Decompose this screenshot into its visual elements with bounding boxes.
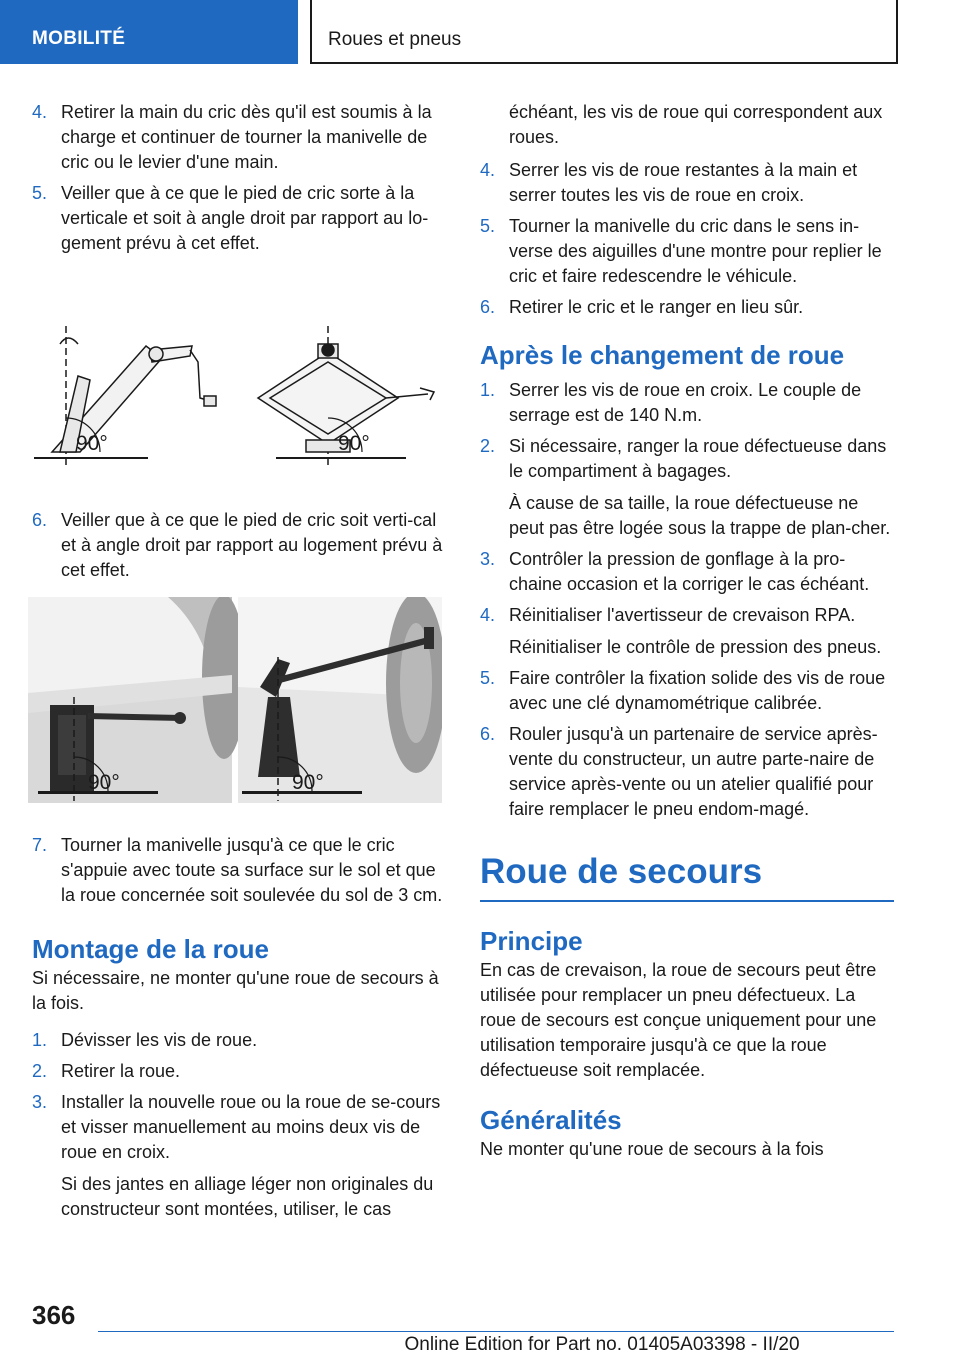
section-heading-montage: Montage de la roue	[32, 934, 269, 964]
chapter-heading-secours: Roue de secours	[480, 852, 763, 891]
list-item	[480, 603, 894, 660]
step-text: Serrer les vis de roue en croix. Le couple de serrage est de 140 N.m.	[509, 380, 862, 425]
step-note: À cause de sa taille, la roue défectueuse ne peut pas être logée sous la trappe de plan-cher.	[509, 493, 891, 538]
angle-label: 90°	[338, 432, 370, 455]
list-item	[32, 1028, 446, 1053]
list-item	[480, 214, 894, 289]
section-heading-apres: Après le changement de roue	[480, 340, 845, 370]
section-heading-generalites: Généralités	[480, 1105, 622, 1135]
angle-label: 90°	[88, 771, 120, 794]
list-item	[480, 722, 894, 822]
step-number: 2.	[480, 436, 496, 456]
step-text: Retirer la main du cric dès qu'il est soumis à la charge et continuer de tourner la manivelle de cric ou le levier d'une main.	[61, 102, 432, 172]
list-item	[480, 378, 894, 428]
continued-text: échéant, les vis de roue qui correspondent aux roues.	[509, 102, 883, 147]
step-number: 4.	[480, 605, 496, 625]
step-text: Dévisser les vis de roue.	[61, 1030, 258, 1050]
step-number: 6.	[480, 297, 496, 317]
step-number: 2.	[32, 1061, 48, 1081]
step-text: Contrôler la pression de gonflage à la pro-chaine occasion et la corriger le cas échéant.	[509, 549, 870, 594]
step-number: 5.	[480, 216, 496, 236]
step-text: Si nécessaire, ranger la roue défectueuse dans le compartiment à bagages.	[509, 436, 887, 481]
list-item	[480, 547, 894, 597]
section-tab	[0, 0, 298, 64]
list-item	[480, 295, 894, 320]
step-text: Tourner la manivelle jusqu'à ce que le cric s'appuie avec toute sa surface sur le sol et que la roue concernée soit soulevée du sol de 3 cm.	[61, 835, 443, 905]
list-item	[480, 666, 894, 716]
step-text: Rouler jusqu'à un partenaire de service après-vente du constructeur, un autre parte-naire de service après-vente ou un atelier qualifié pour faire remplacer le pneu endom-magé.	[509, 724, 878, 819]
jack-diagram-svg	[30, 322, 444, 472]
montage-intro: Si nécessaire, ne monter qu'une roue de secours à la fois.	[32, 968, 439, 1013]
step-text: Installer la nouvelle roue ou la roue de se-cours et visser manuellement au moins deux vis de roue en croix.	[61, 1092, 441, 1162]
step-note: Si des jantes en alliage léger non originales du constructeur sont montées, utiliser, le cas	[61, 1174, 434, 1219]
section-title: MOBILITÉ	[32, 28, 126, 49]
list-item	[480, 158, 894, 208]
step-number: 5.	[480, 668, 496, 688]
step-number: 3.	[32, 1092, 48, 1112]
chapter-title: Roues et pneus	[328, 29, 462, 50]
step-number: 6.	[480, 724, 496, 744]
edition-note: Online Edition for Part no. 01405A03398 - II/20	[404, 1334, 800, 1355]
step-number: 5.	[32, 183, 48, 203]
step-text: Faire contrôler la fixation solide des vis de roue avec une clé dynamométrique calibrée.	[509, 668, 886, 713]
section-heading-principe: Principe	[480, 926, 583, 956]
page-number: 366	[32, 1300, 76, 1330]
list-item	[480, 100, 894, 150]
step-note: Réinitialiser le contrôle de pression des pneus.	[509, 637, 882, 657]
jack-photo-svg	[28, 597, 442, 803]
step-number: 4.	[32, 102, 48, 122]
step-text: Serrer les vis de roue restantes à la main et serrer toutes les vis de roue en croix.	[509, 160, 858, 205]
heading-rule	[480, 900, 894, 902]
angle-label: 90°	[292, 771, 324, 794]
jack-under-car-illustration	[28, 597, 442, 833]
step-text: Réinitialiser l'avertisseur de crevaison RPA.	[509, 605, 856, 625]
principe-text: En cas de crevaison, la roue de secours peut être utilisée pour remplacer un pneu défectueux. La roue de secours est conçue uniquement pour une utilisation temporaire jusqu'à ce que la roue défectueuse soit remplacée.	[480, 960, 877, 1080]
step-text: Tourner la manivelle du cric dans le sens in-verse des aiguilles d'une montre pour replier le cric et faire redescendre le véhicule.	[509, 216, 882, 286]
step-text: Veiller que à ce que le pied de cric soit verti-cal et à angle droit par rapport au logement prévu à cet effet.	[61, 510, 443, 580]
step-number: 3.	[480, 549, 496, 569]
step-text: Retirer la roue.	[61, 1061, 181, 1081]
step-text: Retirer le cric et le ranger en lieu sûr.	[509, 297, 804, 317]
list-item	[480, 434, 894, 541]
list-item	[32, 1090, 446, 1222]
step-text: Veiller que à ce que le pied de cric sorte à la verticale et soit à angle droit par rapport au lo-gement prévu à cet effet.	[61, 183, 429, 253]
footer-rule	[98, 1331, 894, 1332]
jack-angle-diagram	[30, 322, 444, 508]
list-item	[32, 100, 446, 175]
step-number: 1.	[480, 380, 496, 400]
right-column	[480, 100, 894, 1162]
generalites-text: Ne monter qu'une roue de secours à la fois	[480, 1139, 824, 1159]
step-number: 6.	[32, 510, 48, 530]
angle-label: 90°	[76, 432, 108, 455]
left-column	[32, 100, 446, 1228]
chapter-header	[310, 0, 898, 64]
list-item	[32, 508, 446, 583]
step-number: 1.	[32, 1030, 48, 1050]
list-item	[32, 833, 446, 908]
step-number: 7.	[32, 835, 48, 855]
step-number: 4.	[480, 160, 496, 180]
list-item	[32, 181, 446, 256]
list-item	[32, 1059, 446, 1084]
